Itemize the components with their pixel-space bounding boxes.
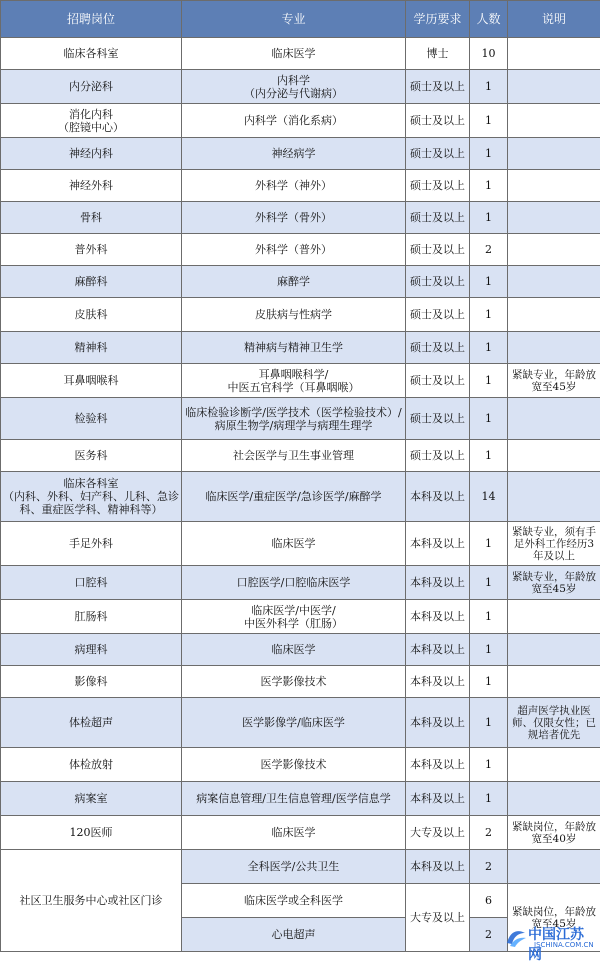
cell-major: 临床医学/重症医学/急诊医学/麻醉学 xyxy=(182,472,406,522)
table-row xyxy=(1,850,600,884)
cell-count: 2 xyxy=(470,918,508,952)
cell-count: 1 xyxy=(470,748,508,782)
cell-note xyxy=(508,234,600,266)
table-row xyxy=(1,234,600,266)
table-row xyxy=(1,170,600,202)
cell-count: 2 xyxy=(470,850,508,884)
table-row xyxy=(1,698,600,748)
cell-post: 社区卫生服务中心或社区门诊 xyxy=(1,850,182,952)
cell-count: 1 xyxy=(470,170,508,202)
cell-count: 6 xyxy=(470,884,508,918)
table-row xyxy=(1,266,600,298)
cell-major: 内科学 （内分泌与代谢病） xyxy=(182,70,406,104)
cell-major: 社会医学与卫生事业管理 xyxy=(182,440,406,472)
cell-major: 医学影像学/临床医学 xyxy=(182,698,406,748)
cell-note: 紧缺专业，年龄放宽至45岁 xyxy=(508,566,600,600)
cell-education: 本科及以上 xyxy=(406,472,470,522)
table-row xyxy=(1,138,600,170)
cell-post: 麻醉科 xyxy=(1,266,182,298)
cell-major: 精神病与精神卫生学 xyxy=(182,332,406,364)
cell-post: 体检超声 xyxy=(1,698,182,748)
cell-post: 医务科 xyxy=(1,440,182,472)
cell-post: 检验科 xyxy=(1,398,182,440)
cell-post: 皮肤科 xyxy=(1,298,182,332)
cell-count: 1 xyxy=(470,440,508,472)
cell-count: 1 xyxy=(470,698,508,748)
cell-note: 紧缺岗位，年龄放宽至40岁 xyxy=(508,816,600,850)
cell-post: 影像科 xyxy=(1,666,182,698)
header-post: 招聘岗位 xyxy=(1,1,182,38)
cell-note xyxy=(508,170,600,202)
cell-education: 本科及以上 xyxy=(406,666,470,698)
cell-count: 1 xyxy=(470,332,508,364)
cell-count: 1 xyxy=(470,566,508,600)
cell-note xyxy=(508,298,600,332)
table-row xyxy=(1,398,600,440)
cell-major: 临床医学 xyxy=(182,38,406,70)
cell-major: 临床检验诊断学/医学技术（医学检验技术）/ 病原生物学/病理学与病理生理学 xyxy=(182,398,406,440)
cell-education: 硕士及以上 xyxy=(406,170,470,202)
cell-major: 外科学（神外） xyxy=(182,170,406,202)
cell-note xyxy=(508,398,600,440)
cell-education: 硕士及以上 xyxy=(406,266,470,298)
cell-major: 皮肤病与性病学 xyxy=(182,298,406,332)
cell-count: 1 xyxy=(470,298,508,332)
cell-note xyxy=(508,666,600,698)
cell-major: 医学影像技术 xyxy=(182,748,406,782)
cell-education: 本科及以上 xyxy=(406,782,470,816)
cell-count: 1 xyxy=(470,104,508,138)
cell-major: 临床医学 xyxy=(182,634,406,666)
cell-education: 硕士及以上 xyxy=(406,440,470,472)
cell-post: 临床各科室 xyxy=(1,38,182,70)
cell-post: 病理科 xyxy=(1,634,182,666)
cell-major: 全科医学/公共卫生 xyxy=(182,850,406,884)
cell-note xyxy=(508,332,600,364)
cell-education: 本科及以上 xyxy=(406,850,470,884)
header-note: 说明 xyxy=(508,1,600,38)
cell-note xyxy=(508,202,600,234)
cell-note xyxy=(508,138,600,170)
cell-count: 1 xyxy=(470,600,508,634)
table-row xyxy=(1,202,600,234)
cell-major: 神经病学 xyxy=(182,138,406,170)
cell-count: 1 xyxy=(470,138,508,170)
table-row xyxy=(1,104,600,138)
cell-count: 1 xyxy=(470,666,508,698)
cell-education: 博士 xyxy=(406,38,470,70)
cell-post: 内分泌科 xyxy=(1,70,182,104)
table-row xyxy=(1,298,600,332)
cell-post: 手足外科 xyxy=(1,522,182,566)
cell-post: 骨科 xyxy=(1,202,182,234)
cell-education: 大专及以上 xyxy=(406,884,470,952)
cell-major: 心电超声 xyxy=(182,918,406,952)
cell-post: 体检放射 xyxy=(1,748,182,782)
cell-post: 120医师 xyxy=(1,816,182,850)
cell-post: 病案室 xyxy=(1,782,182,816)
cell-post: 耳鼻咽喉科 xyxy=(1,364,182,398)
cell-note xyxy=(508,38,600,70)
cell-major: 病案信息管理/卫生信息管理/医学信息学 xyxy=(182,782,406,816)
cell-count: 1 xyxy=(470,522,508,566)
cell-education: 本科及以上 xyxy=(406,748,470,782)
cell-major: 外科学（骨外） xyxy=(182,202,406,234)
table-row xyxy=(1,332,600,364)
cell-post: 肛肠科 xyxy=(1,600,182,634)
cell-education: 硕士及以上 xyxy=(406,202,470,234)
cell-count: 2 xyxy=(470,816,508,850)
cell-major: 临床医学 xyxy=(182,522,406,566)
cell-note: 紧缺专业，须有手足外科工作经历3年及以上 xyxy=(508,522,600,566)
cell-post: 精神科 xyxy=(1,332,182,364)
cell-education: 硕士及以上 xyxy=(406,104,470,138)
table-row xyxy=(1,38,600,70)
cell-education: 硕士及以上 xyxy=(406,70,470,104)
cell-major: 医学影像技术 xyxy=(182,666,406,698)
cell-count: 1 xyxy=(470,364,508,398)
table-row xyxy=(1,472,600,522)
table-row xyxy=(1,70,600,104)
cell-note xyxy=(508,440,600,472)
header-count: 人数 xyxy=(470,1,508,38)
cell-post: 口腔科 xyxy=(1,566,182,600)
cell-education: 硕士及以上 xyxy=(406,398,470,440)
watermark-subtitle: JSCHINA.COM.CN xyxy=(534,941,594,949)
cell-note xyxy=(508,472,600,522)
table-row xyxy=(1,364,600,398)
cell-post: 普外科 xyxy=(1,234,182,266)
cell-count: 1 xyxy=(470,782,508,816)
cell-note xyxy=(508,70,600,104)
cell-count: 1 xyxy=(470,634,508,666)
cell-education: 本科及以上 xyxy=(406,698,470,748)
cell-post: 消化内科 （腔镜中心） xyxy=(1,104,182,138)
cell-note: 超声医学执业医师、仅限女性；已规培者优先 xyxy=(508,698,600,748)
cell-education: 硕士及以上 xyxy=(406,234,470,266)
table-row xyxy=(1,816,600,850)
cell-education: 硕士及以上 xyxy=(406,138,470,170)
cell-count: 1 xyxy=(470,202,508,234)
cell-education: 硕士及以上 xyxy=(406,298,470,332)
cell-count: 1 xyxy=(470,266,508,298)
cell-note xyxy=(508,850,600,884)
cell-education: 本科及以上 xyxy=(406,634,470,666)
cell-major: 口腔医学/口腔临床医学 xyxy=(182,566,406,600)
table-row xyxy=(1,522,600,566)
cell-major: 外科学（普外） xyxy=(182,234,406,266)
cell-count: 10 xyxy=(470,38,508,70)
cell-education: 大专及以上 xyxy=(406,816,470,850)
cell-education: 硕士及以上 xyxy=(406,364,470,398)
cell-count: 1 xyxy=(470,70,508,104)
header-education: 学历要求 xyxy=(406,1,470,38)
cell-note xyxy=(508,634,600,666)
cell-post: 神经外科 xyxy=(1,170,182,202)
table-row xyxy=(1,782,600,816)
table-row xyxy=(1,634,600,666)
header-row xyxy=(1,1,600,38)
cell-major: 临床医学/中医学/ 中医外科学（肛肠） xyxy=(182,600,406,634)
cell-note xyxy=(508,266,600,298)
cell-note xyxy=(508,748,600,782)
table-row xyxy=(1,600,600,634)
cell-major: 耳鼻咽喉科学/ 中医五官科学（耳鼻咽喉） xyxy=(182,364,406,398)
cell-count: 14 xyxy=(470,472,508,522)
cell-post: 神经内科 xyxy=(1,138,182,170)
cell-major: 临床医学或全科医学 xyxy=(182,884,406,918)
cell-post: 临床各科室 （内科、外科、妇产科、儿科、急诊科、重症医学科、精神科等） xyxy=(1,472,182,522)
table-row xyxy=(1,566,600,600)
cell-note xyxy=(508,104,600,138)
cell-note xyxy=(508,600,600,634)
cell-education: 本科及以上 xyxy=(406,522,470,566)
cell-major: 麻醉学 xyxy=(182,266,406,298)
cell-count: 1 xyxy=(470,398,508,440)
cell-note: 紧缺岗位，年龄放宽至45岁 xyxy=(508,884,600,952)
cell-count: 2 xyxy=(470,234,508,266)
header-major: 专业 xyxy=(182,1,406,38)
cell-education: 硕士及以上 xyxy=(406,332,470,364)
table-row xyxy=(1,748,600,782)
table-row xyxy=(1,666,600,698)
cell-note: 紧缺专业，年龄放宽至45岁 xyxy=(508,364,600,398)
table-row xyxy=(1,440,600,472)
cell-major: 内科学（消化系病） xyxy=(182,104,406,138)
cell-education: 本科及以上 xyxy=(406,600,470,634)
cell-education: 本科及以上 xyxy=(406,566,470,600)
cell-note xyxy=(508,782,600,816)
cell-major: 临床医学 xyxy=(182,816,406,850)
watermark-title: 中国江苏网 xyxy=(528,924,596,964)
